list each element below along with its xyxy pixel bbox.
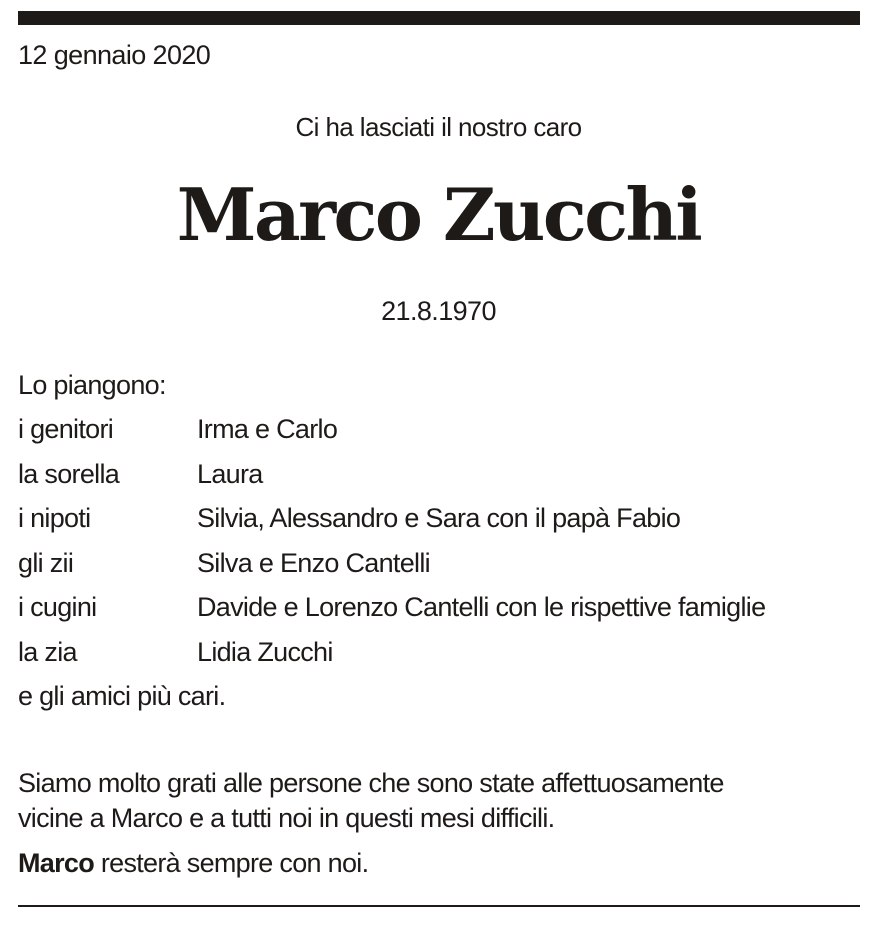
publication-date: 12 gennaio 2020 xyxy=(18,40,211,70)
mourners-heading: Lo piangono: xyxy=(18,370,166,400)
deceased-name: Marco Zucchi xyxy=(176,172,701,257)
mourner-relation: i nipoti xyxy=(18,503,91,533)
mourner-row xyxy=(18,501,765,546)
mourner-names: Irma e Carlo xyxy=(197,414,338,444)
mourner-relation: i cugini xyxy=(18,592,97,622)
thanks-paragraph xyxy=(18,766,860,836)
final-rest: resterà sempre con noi. xyxy=(94,848,369,878)
mourner-relation: gli zii xyxy=(18,547,74,578)
thanks-line: vicine a Marco e a tutti noi in questi mesi difficili. xyxy=(18,803,555,833)
top-rule xyxy=(18,11,860,25)
mourner-row xyxy=(18,546,765,591)
mourner-relation: la sorella xyxy=(18,458,120,489)
bottom-rule xyxy=(18,905,860,907)
final-sentence xyxy=(18,846,368,880)
mourner-names: Davide e Lorenzo Cantelli con le rispettive famiglie xyxy=(197,592,766,622)
mourner-names: Silva e Enzo Cantelli xyxy=(197,547,430,578)
mourner-row xyxy=(18,590,765,635)
mourner-row xyxy=(18,457,765,502)
mourner-row xyxy=(18,635,765,680)
mourners-closing: e gli amici più cari. xyxy=(18,681,226,711)
mourner-relation: la zia xyxy=(18,636,77,667)
final-name: Marco xyxy=(18,848,95,878)
mourner-names: Laura xyxy=(197,458,263,489)
thanks-line: Siamo molto grati alle persone che sono state affettuosamente xyxy=(18,768,724,798)
mourner-names: Lidia Zucchi xyxy=(197,636,333,667)
intro-text: Ci ha lasciati il nostro caro xyxy=(295,112,582,142)
mourner-names: Silvia, Alessandro e Sara con il papà Fabio xyxy=(197,503,681,533)
birth-date: 21.8.1970 xyxy=(381,296,496,326)
mourner-row xyxy=(18,412,765,457)
mourner-relation: i genitori xyxy=(18,414,114,444)
mourners-list xyxy=(18,368,765,723)
